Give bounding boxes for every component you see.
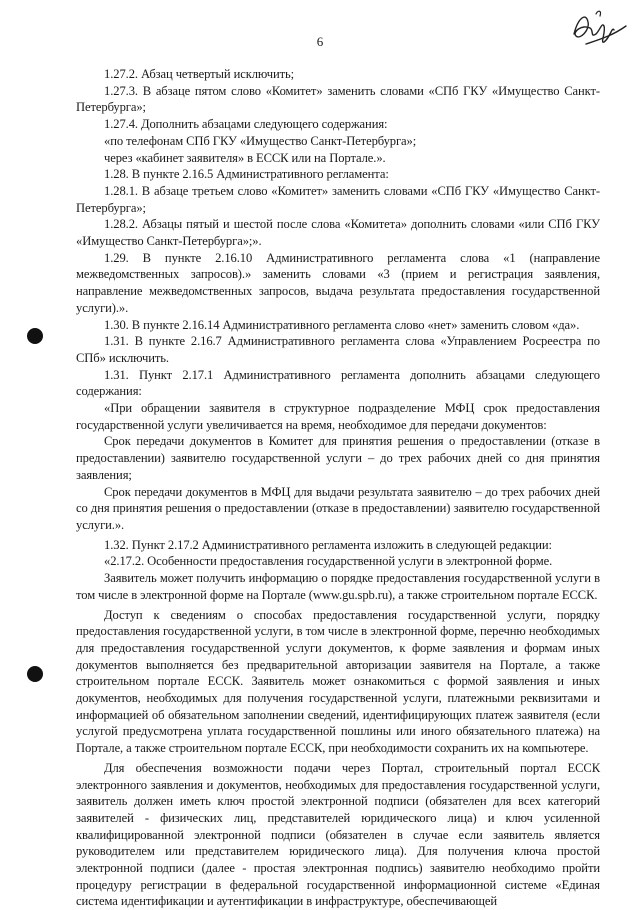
punch-hole <box>27 328 43 344</box>
handwritten-signature <box>560 4 630 54</box>
paragraph: 1.28.1. В абзаце третьем слово «Комитет» заменить словами «СПб ГКУ «Имущество Санкт-Петербурга»; <box>76 183 600 215</box>
paragraph: 1.31. В пункте 2.16.7 Административного регламента слова «Управлением Росреестра по СПб» исключить. <box>76 334 600 365</box>
punch-hole <box>27 666 43 682</box>
paragraph: 1.29. В пункте 2.16.10 Административного регламента слова «1 (направление межведомственных запросов).» заменить словами «3 (прием и регистрация заявления, направление межведомственных запросов, выдача результата предоставления государственной услуги).». <box>76 250 600 315</box>
paragraph: 1.27.4. Дополнить абзацами следующего содержания: <box>104 117 388 132</box>
paragraph: Доступ к сведениям о способах предоставления государственной услуги, порядку предоставления государственной услуги, в том числе в электронной форме, перечню необходимых для предоставления государственной услуги документов, к форме заявления и формам иных документов выполняется без предварительной авторизации заявителя на Портале, а также строительном портале ЕССК. Заявитель может ознакомиться с формой заявления и иных документов, необходимых для получения государственной услуги, платежными реквизитами и информацией об обязательном заполнении сведений, идентифицирующих платеж заявителя (если услугой предусмотрена уплата государственной пошлины или иного обязательного платежа) на Портале, а также строительном портале ЕССК, при необходимости сохранить их на компьютере. <box>76 607 600 756</box>
paragraph: 1.30. В пункте 2.16.14 Административного регламента слово «нет» заменить словом «да». <box>104 317 580 332</box>
paragraph: Срок передачи документов в Комитет для принятия решения о предоставлении (отказе в предоставлении) заявителю государственной услуги – до трех рабочих дней со дня принятия заявления; <box>76 434 600 482</box>
paragraph: Для обеспечения возможности подачи через Портал, строительный портал ЕССК электронного заявления и документов, необходимых для предоставления государственной услуги, заявитель должен иметь ключ простой электронной подписи (обязателен для всех категорий заявителей - физических лиц, представителей юридического лица) и ключ усиленной квалифицированной электронной подписи (обязателен в случае если заявитель является руководителем или представителем юридического лица). Для получения ключа простой электронной подписи (далее - простая электронная подпись) заявителю необходимо пройти процедуру регистрации в федеральной государственной информационной системе «Единая система идентификации и аутентификации в инфраструктуре, обеспечивающей <box>76 760 600 909</box>
paragraph: «При обращении заявителя в структурное подразделение МФЦ срок предоставления государственной услуги увеличивается на время, необходимое для передачи документов: <box>76 401 600 432</box>
paragraph: 1.31. Пункт 2.17.1 Административного регламента дополнить абзацами следующего содержания: <box>76 367 600 399</box>
page-number: 6 <box>316 34 324 49</box>
document-body <box>76 66 600 910</box>
paragraph: «2.17.2. Особенности предоставления государственной услуги в электронной форме. <box>104 554 553 569</box>
paragraph: Заявитель может получить информацию о порядке предоставления государственной услуги в том числе в электронной форме на Портале (www.gu.spb.ru), а также строительном портале ЕССК. <box>76 571 600 602</box>
paragraph: 1.27.3. В абзаце пятом слово «Комитет» заменить словами «СПб ГКУ «Имущество Санкт-Петербурга»; <box>76 83 600 115</box>
paragraph: через «кабинет заявителя» в ЕССК или на Портале.». <box>104 150 386 165</box>
paragraph: 1.28. В пункте 2.16.5 Административного регламента: <box>104 167 389 182</box>
paragraph: «по телефонам СПб ГКУ «Имущество Санкт-Петербурга»; <box>104 133 417 148</box>
paragraph: 1.32. Пункт 2.17.2 Административного регламента изложить в следующей редакции: <box>104 537 552 552</box>
paragraph: 1.27.2. Абзац четвертый исключить; <box>104 67 295 81</box>
paragraph: Срок передачи документов в МФЦ для выдачи результата заявителю – до трех рабочих дней со дня принятия решения о предоставлении (отказе в предоставлении) заявителю государственной услуги.». <box>76 484 600 532</box>
paragraph: 1.28.2. Абзацы пятый и шестой после слова «Комитета» дополнить словами «или СПб ГКУ «Имущество Санкт-Петербурга»;». <box>76 217 600 249</box>
